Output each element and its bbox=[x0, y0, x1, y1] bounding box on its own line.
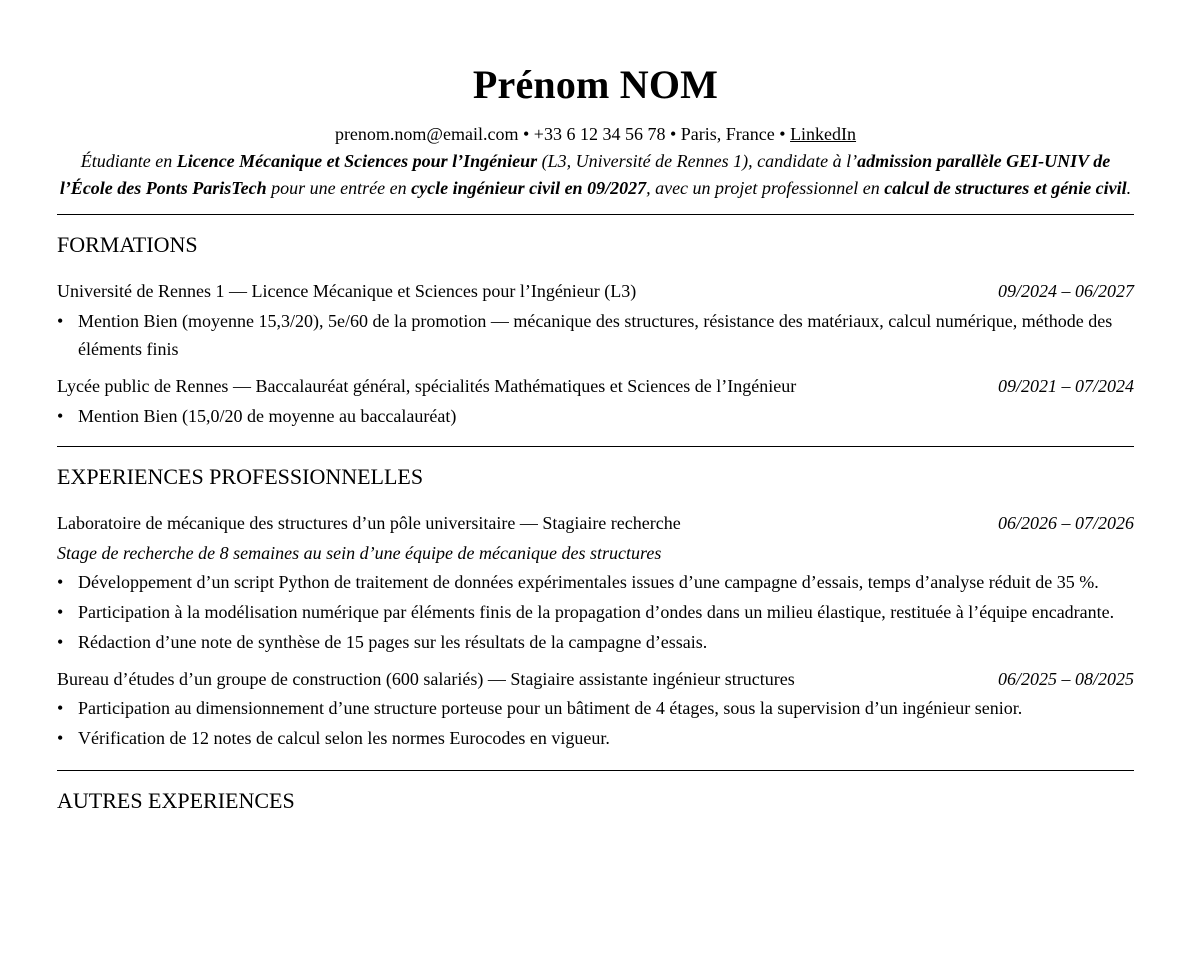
list-item-text: Participation à la modélisation numérique par éléments finis de la propagation d’ondes dans un milieu élastique, restituée à l’équipe encadrante. bbox=[78, 602, 1115, 622]
list-item bbox=[57, 402, 1134, 430]
bullet-list bbox=[57, 402, 1134, 430]
bullet-glyph: • bbox=[57, 602, 64, 622]
formation-entry bbox=[57, 374, 1134, 430]
summary-text: pour une entrée en bbox=[266, 178, 412, 198]
bullet-list bbox=[57, 568, 1134, 656]
entry-dates: 06/2026 – 07/2026 bbox=[997, 513, 1134, 533]
experience-entry bbox=[57, 667, 1134, 752]
linkedin-link[interactable]: LinkedIn bbox=[790, 124, 857, 144]
section-divider bbox=[57, 214, 1134, 215]
summary-text: Étudiante en bbox=[80, 151, 177, 171]
entry-header bbox=[57, 511, 1134, 535]
summary-emphasis: cycle ingénieur civil en 09/2027 bbox=[411, 178, 647, 198]
summary-text: (L3, Université de Rennes 1), candidate à l’ bbox=[537, 151, 858, 171]
section-title: AUTRES EXPERIENCES bbox=[57, 788, 295, 813]
bullet-glyph: • bbox=[57, 698, 64, 718]
section-autres bbox=[57, 787, 1134, 815]
list-item bbox=[57, 628, 1134, 656]
list-item-text: Développement d’un script Python de traitement de données expérimentales issues d’une campagne d’essais, temps d’analyse réduit de 35 %. bbox=[78, 572, 1099, 592]
section-title: EXPERIENCES PROFESSIONNELLES bbox=[57, 464, 424, 489]
entry-dates: 09/2024 – 06/2027 bbox=[997, 281, 1134, 301]
section-divider bbox=[57, 770, 1134, 771]
summary-emphasis: admission parallèle GEI-UNIV de l’École des Ponts ParisTech bbox=[59, 151, 1111, 198]
summary-emphasis: calcul de structures et génie civil bbox=[884, 178, 1127, 198]
list-item-text: Mention Bien (moyenne 15,3/20), 5e/60 de la promotion — mécanique des structures, résistance des matériaux, calcul numérique, méthode des éléments finis bbox=[78, 311, 1113, 359]
profile-summary bbox=[57, 148, 1134, 202]
section-experiences bbox=[57, 463, 1134, 752]
formation-entry bbox=[57, 279, 1134, 363]
bullet-glyph: • bbox=[57, 406, 64, 426]
section-formations bbox=[57, 231, 1134, 430]
separator: • bbox=[779, 124, 786, 144]
entry-header bbox=[57, 667, 1134, 691]
email-text: prenom.nom@email.com bbox=[334, 124, 519, 144]
list-item-text: Rédaction d’une note de synthèse de 15 pages sur les résultats de la campagne d’essais. bbox=[78, 632, 708, 652]
entry-subtitle: Stage de recherche de 8 semaines au sein d’une équipe de mécanique des structures bbox=[57, 543, 662, 563]
entry-dates: 09/2021 – 07/2024 bbox=[997, 376, 1134, 396]
list-item bbox=[57, 724, 1134, 752]
bullet-glyph: • bbox=[57, 632, 64, 652]
section-divider bbox=[57, 446, 1134, 447]
list-item bbox=[57, 598, 1134, 626]
entry-header bbox=[57, 279, 1134, 303]
bullet-glyph: • bbox=[57, 728, 64, 748]
experience-entry bbox=[57, 511, 1134, 656]
list-item bbox=[57, 307, 1134, 363]
entry-dates: 06/2025 – 08/2025 bbox=[997, 669, 1134, 689]
entry-title: Bureau d’études d’un groupe de construction (600 salariés) — Stagiaire assistante ingénieur structures bbox=[57, 669, 795, 689]
summary-emphasis: Licence Mécanique et Sciences pour l’Ingénieur bbox=[176, 151, 538, 171]
bullet-list bbox=[57, 694, 1134, 752]
location-text: Paris, France bbox=[680, 124, 775, 144]
separator: • bbox=[669, 124, 677, 144]
list-item bbox=[57, 568, 1134, 596]
list-item bbox=[57, 694, 1134, 722]
entry-title: Université de Rennes 1 — Licence Mécanique et Sciences pour l’Ingénieur (L3) bbox=[57, 281, 637, 301]
bullet-list bbox=[57, 307, 1134, 363]
list-item-text: Vérification de 12 notes de calcul selon les normes Eurocodes en vigueur. bbox=[78, 728, 610, 748]
section-title: FORMATIONS bbox=[57, 232, 198, 257]
list-item-text: Mention Bien (15,0/20 de moyenne au baccalauréat) bbox=[78, 406, 457, 426]
bullet-glyph: • bbox=[57, 572, 64, 592]
list-item-text: Participation au dimensionnement d’une structure porteuse pour un bâtiment de 4 étages, sous la supervision d’un ingénieur senior. bbox=[78, 698, 1023, 718]
entry-title: Laboratoire de mécanique des structures d’un pôle universitaire — Stagiaire recherche bbox=[57, 513, 681, 533]
entry-title: Lycée public de Rennes — Baccalauréat général, spécialités Mathématiques et Sciences de l’Ingénieur bbox=[57, 376, 797, 396]
summary-text: . bbox=[1126, 178, 1132, 198]
candidate-name: Prénom NOM bbox=[472, 62, 719, 107]
contact-line bbox=[57, 122, 1134, 146]
phone-text: +33 6 12 34 56 78 bbox=[533, 124, 666, 144]
summary-text: , avec un projet professionnel en bbox=[646, 178, 885, 198]
entry-header bbox=[57, 374, 1134, 398]
separator: • bbox=[522, 124, 530, 144]
bullet-glyph: • bbox=[57, 311, 64, 331]
